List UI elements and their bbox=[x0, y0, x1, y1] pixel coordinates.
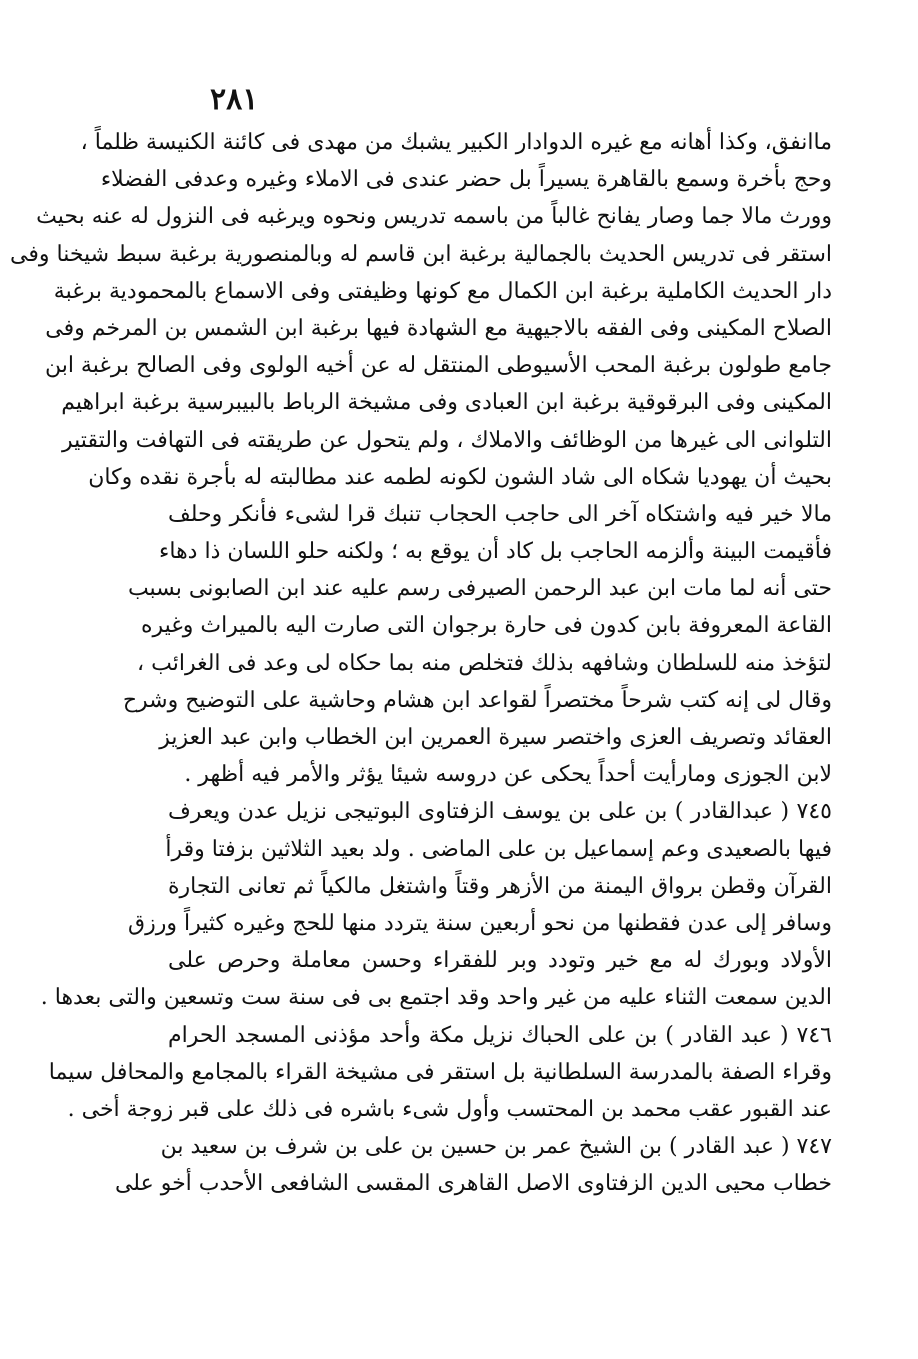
text-line: مالا خير فيه واشتكاه آخر الى حاجب الحجاب تنبك قرا لشىء فأنكر وحلف bbox=[168, 501, 832, 527]
text-line: وقال لى إنه كتب شرحاً مختصراً لقواعد ابن هشام وحاشية على التوضيح وشرح bbox=[122, 687, 832, 713]
text-line: دار الحديث الكاملية برغبة ابن الكمال مع كونها وظيفتى وفى الاسماع بالمحمودية برغبة bbox=[53, 278, 832, 304]
text-line: الأولاد وبورك له مع خير وتودد وبر للفقراء وحسن معاملة وحرص على bbox=[168, 948, 832, 974]
text-line: استقر فى تدريس الحديث بالجمالية برغبة ابن قاسم له وبالمنصورية برغبة سبط شيخنا وفى bbox=[10, 241, 832, 267]
text-line: فأقيمت البينة وألزمه الحاجب بل كاد أن يوقع به ؛ ولكنه حلو اللسان ذا دهاء bbox=[159, 539, 832, 565]
entry-747-line: ٧٤٧ ( عبد القادر ) بن الشيخ عمر بن حسين بن على بن شرف بن سعيد بن bbox=[160, 1134, 832, 1160]
text-line: الصلاح المكينى وفى الفقه بالاجيهية مع الشهادة فيها برغبة ابن الشمس بن المرخم وفى bbox=[45, 315, 832, 341]
text-line: لتؤخذ منه للسلطان وشافهه بذلك فتخلص منه بما حكاه لى وعد فى الغرائب ، bbox=[137, 650, 832, 676]
text-line: العقائد وتصريف العزى واختصر سيرة العمرين ابن الخطاب وابن عبد العزيز bbox=[159, 725, 832, 750]
text-line: وورث مالا جما وصار يفانح غالباً من باسمه تدريس ونحوه ويرغبه فى النزول له عنه بحيث bbox=[36, 204, 832, 230]
entry-746-line: ٧٤٦ ( عبد القادر ) بن على الحباك نزيل مكة وأحد مؤذنى المسجد الحرام bbox=[168, 1022, 832, 1048]
text-line: حتى أنه لما مات ابن عبد الرحمن الصيرفى رسم عليه عند ابن الصابونى بسبب bbox=[127, 576, 832, 602]
text-line: المكينى وفى البرقوقية برغبة ابن العبادى وفى مشيخة الرباط بالبيبرسية برغبة ابراهيم bbox=[61, 390, 832, 416]
text-line: ماانفق، وكذا أهانه مع غيره الدوادار الكبير يشبك من مهدى فى كائنة الكنيسة ظلماً ، bbox=[80, 130, 832, 155]
text-line: خطاب محيى الدين الزفتاوى الاصل القاهرى المقسى الشافعى الأحدب أخو على bbox=[114, 1171, 832, 1197]
text-line: التلوانى الى غيرها من الوظائف والاملاك ، ولم يتحول عن طريقته فى التهافت والتقتير bbox=[62, 427, 832, 453]
text-line: القاعة المعروفة بابن كدون فى حارة برجوان التى صارت اليه بالميراث وغيره bbox=[140, 613, 832, 639]
text-line: بحيث أن يهوديا شكاه الى شاد الشون لكونه لطمه عند مطالبته له بأجرة نقده وكان bbox=[88, 464, 832, 490]
text-line: القرآن وقطن برواق اليمنة من الأزهر وقتاً واشتغل مالكياً ثم تعانى التجارة bbox=[168, 873, 833, 899]
text-line: عند القبور عقب محمد بن المحتسب وأول شىء باشره فى ذلك على قبر زوجة أخى . bbox=[67, 1096, 832, 1122]
entry-745-line: ٧٤٥ ( عبدالقادر ) بن على بن يوسف الزفتاوى البوتيجى نزيل عدن ويعرف bbox=[168, 799, 832, 825]
text-line: الدين سمعت الثناء عليه من غير واحد وقد اجتمع بى فى سنة ست وتسعين والتى بعدها . bbox=[40, 985, 832, 1011]
text-line: وسافر إلى عدن فقطنها من نحو أربعين سنة يتردد منها للحج وغيره كثيراً ورزق bbox=[128, 910, 832, 936]
text-body bbox=[10, 124, 833, 1202]
text-line: لابن الجوزى ومارأيت أحداً يحكى عن دروسه شيئا يؤثر والأمر فيه أظهر . bbox=[184, 762, 832, 788]
text-line: وقراء الصفة بالمدرسة السلطانية بل استقر فى مشيخة القراء بالمجامع والمحافل سيما bbox=[48, 1059, 832, 1085]
text-line: جامع طولون برغبة المحب الأسيوطى المنتقل له عن أخيه الولوى وفى الصالح برغبة ابن bbox=[44, 353, 832, 379]
page-number: ٢٨١ bbox=[210, 82, 259, 117]
text-line: فيها بالصعيدى وعم إسماعيل بن على الماضى . ولد بعيد الثلاثين بزفتا وقرأ bbox=[165, 836, 832, 862]
text-line: وحج بأخرة وسمع بالقاهرة يسيراً بل حضر عندى فى الاملاء وغيره وعدفى الفضلاء bbox=[100, 167, 832, 193]
